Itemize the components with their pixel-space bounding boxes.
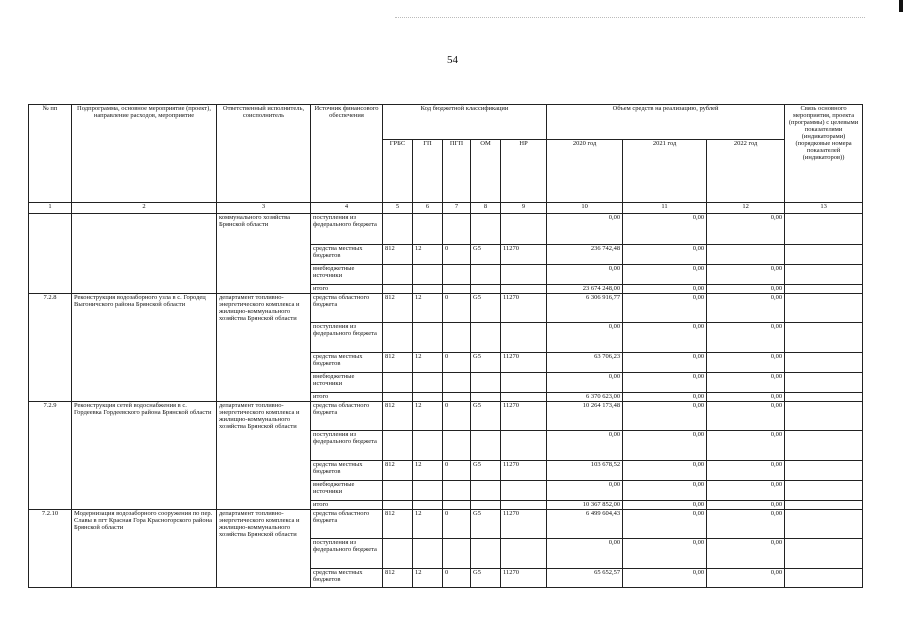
code-grbs: 812 <box>383 569 413 588</box>
funding-source: средства областного бюджета <box>311 294 383 323</box>
code-np: 11270 <box>501 245 547 265</box>
amount-2022: 0,00 <box>707 214 785 245</box>
funding-source: поступления из федерального бюджета <box>311 539 383 569</box>
code-np <box>501 539 547 569</box>
code-grbs: 812 <box>383 510 413 539</box>
code-om: G5 <box>471 461 501 481</box>
amount-2021: 0,00 <box>623 353 707 373</box>
scan-edge-mark <box>899 0 903 12</box>
code-pgp: 0 <box>443 245 471 265</box>
code-gp <box>413 373 443 393</box>
code-grbs <box>383 265 413 285</box>
item-executor: департамент топливно-энергетического комплекса и жилищно-коммунального хозяйства Брянской области <box>217 294 311 402</box>
header-name: Подпрограмма, основное мероприятие (проект), направление расходов, мероприятие <box>72 105 217 203</box>
code-gp: 12 <box>413 294 443 323</box>
table-row <box>29 510 863 539</box>
item-number: 7.2.8 <box>29 294 72 402</box>
item-name <box>72 214 217 294</box>
code-pgp <box>443 539 471 569</box>
column-number: 1 <box>29 203 72 214</box>
code-np: 11270 <box>501 353 547 373</box>
header-source: Источник финансового обеспечения <box>311 105 383 203</box>
column-number: 2 <box>72 203 217 214</box>
code-grbs <box>383 539 413 569</box>
indicator-link <box>785 569 863 588</box>
code-pgp <box>443 265 471 285</box>
amount-2020: 0,00 <box>547 265 623 285</box>
funding-source: поступления из федерального бюджета <box>311 214 383 245</box>
item-executor: департамент топливно-энергетического комплекса и жилищно-коммунального хозяйства Брянской области <box>217 510 311 588</box>
item-number <box>29 214 72 294</box>
indicator-link <box>785 402 863 431</box>
code-np <box>501 373 547 393</box>
funding-source: внебюджетные источники <box>311 481 383 501</box>
indicator-link <box>785 431 863 461</box>
column-number: 13 <box>785 203 863 214</box>
code-grbs <box>383 214 413 245</box>
item-name: Реконструкция сетей водоснабжения в с. Гордеевка Гордеевского района Брянской области <box>72 402 217 510</box>
code-pgp <box>443 393 471 402</box>
amount-2022: 0,00 <box>707 285 785 294</box>
column-number: 9 <box>501 203 547 214</box>
code-grbs <box>383 431 413 461</box>
code-om <box>471 481 501 501</box>
indicator-link <box>785 481 863 501</box>
code-gp <box>413 393 443 402</box>
code-grbs <box>383 481 413 501</box>
column-number-row <box>29 203 863 214</box>
indicator-link <box>785 265 863 285</box>
amount-2021: 0,00 <box>623 501 707 510</box>
header-grbs: ГРБС <box>383 140 413 203</box>
amount-2022: 0,00 <box>707 265 785 285</box>
table-row <box>29 294 863 323</box>
code-grbs: 812 <box>383 294 413 323</box>
header-num: № пп <box>29 105 72 203</box>
amount-2020: 10 264 173,48 <box>547 402 623 431</box>
code-np: 11270 <box>501 461 547 481</box>
code-pgp <box>443 501 471 510</box>
code-om: G5 <box>471 353 501 373</box>
indicator-link <box>785 294 863 323</box>
amount-2021: 0,00 <box>623 461 707 481</box>
code-np <box>501 285 547 294</box>
amount-2020: 6 306 916,77 <box>547 294 623 323</box>
amount-2022 <box>707 245 785 265</box>
amount-2021: 0,00 <box>623 323 707 353</box>
code-gp <box>413 501 443 510</box>
amount-2022: 0,00 <box>707 501 785 510</box>
column-number: 8 <box>471 203 501 214</box>
amount-2021: 0,00 <box>623 285 707 294</box>
funding-source: средства местных бюджетов <box>311 461 383 481</box>
item-name: Модернизация водозаборного сооружения по пер. Славы в пгт Красная Гора Красногорского района Брянской области <box>72 510 217 588</box>
code-pgp <box>443 285 471 294</box>
amount-2022: 0,00 <box>707 461 785 481</box>
amount-2022: 0,00 <box>707 481 785 501</box>
code-np <box>501 393 547 402</box>
amount-2021: 0,00 <box>623 373 707 393</box>
code-pgp: 0 <box>443 461 471 481</box>
code-om <box>471 431 501 461</box>
column-number: 11 <box>623 203 707 214</box>
code-grbs <box>383 501 413 510</box>
amount-2022: 0,00 <box>707 393 785 402</box>
code-np <box>501 501 547 510</box>
header-year-2020: 2020 год <box>547 140 623 203</box>
code-om: G5 <box>471 294 501 323</box>
amount-2020: 0,00 <box>547 431 623 461</box>
amount-2022: 0,00 <box>707 569 785 588</box>
amount-2022: 0,00 <box>707 539 785 569</box>
code-om <box>471 265 501 285</box>
amount-2020: 6 499 604,43 <box>547 510 623 539</box>
amount-2021: 0,00 <box>623 214 707 245</box>
indicator-link <box>785 393 863 402</box>
code-om <box>471 501 501 510</box>
code-om: G5 <box>471 245 501 265</box>
code-gp: 12 <box>413 510 443 539</box>
header-kbk: Код бюджетной классификации <box>383 105 547 140</box>
amount-2020: 65 652,57 <box>547 569 623 588</box>
indicator-link <box>785 373 863 393</box>
header-executor: Ответственный исполнитель, соисполнитель <box>217 105 311 203</box>
page-number: 54 <box>447 54 458 66</box>
code-om <box>471 323 501 353</box>
code-om <box>471 285 501 294</box>
code-grbs: 812 <box>383 245 413 265</box>
amount-2021: 0,00 <box>623 265 707 285</box>
amount-2021: 0,00 <box>623 402 707 431</box>
code-np: 11270 <box>501 569 547 588</box>
code-grbs <box>383 323 413 353</box>
amount-2020: 6 370 623,00 <box>547 393 623 402</box>
amount-2021: 0,00 <box>623 431 707 461</box>
funding-source: средства местных бюджетов <box>311 353 383 373</box>
amount-2022: 0,00 <box>707 353 785 373</box>
header-link: Связь основного мероприятия, проекта (программы) с целевыми показателями (индикаторами) (порядковые номера показателей (индикаторов)) <box>785 105 863 203</box>
column-number: 5 <box>383 203 413 214</box>
code-pgp <box>443 431 471 461</box>
header-volume: Объем средств на реализацию, рублей <box>547 105 785 140</box>
code-pgp: 0 <box>443 294 471 323</box>
item-name: Реконструкция водозаборного узла в с. Городец Выгоничского района Брянской области <box>72 294 217 402</box>
funding-source: поступления из федерального бюджета <box>311 323 383 353</box>
column-number: 4 <box>311 203 383 214</box>
code-pgp: 0 <box>443 402 471 431</box>
amount-2021: 0,00 <box>623 510 707 539</box>
indicator-link <box>785 501 863 510</box>
code-om <box>471 373 501 393</box>
amount-2021: 0,00 <box>623 393 707 402</box>
code-np <box>501 214 547 245</box>
amount-2020: 23 674 248,00 <box>547 285 623 294</box>
amount-2020: 10 367 852,00 <box>547 501 623 510</box>
code-pgp <box>443 481 471 501</box>
code-om: G5 <box>471 402 501 431</box>
budget-table <box>28 104 863 588</box>
code-gp: 12 <box>413 461 443 481</box>
code-np <box>501 323 547 353</box>
amount-2021: 0,00 <box>623 539 707 569</box>
code-gp: 12 <box>413 402 443 431</box>
column-number: 10 <box>547 203 623 214</box>
code-pgp: 0 <box>443 510 471 539</box>
header-np: НР <box>501 140 547 203</box>
code-grbs: 812 <box>383 461 413 481</box>
code-np: 11270 <box>501 510 547 539</box>
indicator-link <box>785 323 863 353</box>
code-om: G5 <box>471 510 501 539</box>
amount-2020: 0,00 <box>547 481 623 501</box>
amount-2022: 0,00 <box>707 402 785 431</box>
amount-2021: 0,00 <box>623 569 707 588</box>
indicator-link <box>785 245 863 265</box>
code-om <box>471 214 501 245</box>
column-number: 12 <box>707 203 785 214</box>
table-row <box>29 402 863 431</box>
code-np <box>501 431 547 461</box>
indicator-link <box>785 353 863 373</box>
amount-2022: 0,00 <box>707 431 785 461</box>
code-gp <box>413 265 443 285</box>
header-year-2022: 2022 год <box>707 140 785 203</box>
header-gp: ГП <box>413 140 443 203</box>
code-gp: 12 <box>413 353 443 373</box>
amount-2020: 103 678,52 <box>547 461 623 481</box>
code-om <box>471 393 501 402</box>
scan-artifact-line <box>395 17 865 18</box>
funding-source: поступления из федерального бюджета <box>311 431 383 461</box>
amount-2020: 0,00 <box>547 373 623 393</box>
funding-source: средства местных бюджетов <box>311 569 383 588</box>
amount-2021: 0,00 <box>623 294 707 323</box>
amount-2020: 0,00 <box>547 214 623 245</box>
amount-2020: 236 742,48 <box>547 245 623 265</box>
header-om: ОМ <box>471 140 501 203</box>
code-gp <box>413 285 443 294</box>
amount-2021: 0,00 <box>623 481 707 501</box>
item-executor: коммунального хозяйства Брянской области <box>217 214 311 294</box>
code-pgp <box>443 323 471 353</box>
code-grbs <box>383 373 413 393</box>
column-number: 6 <box>413 203 443 214</box>
indicator-link <box>785 510 863 539</box>
amount-2022: 0,00 <box>707 294 785 323</box>
funding-source: средства областного бюджета <box>311 402 383 431</box>
column-number: 3 <box>217 203 311 214</box>
item-number: 7.2.10 <box>29 510 72 588</box>
amount-2020: 0,00 <box>547 323 623 353</box>
code-gp <box>413 431 443 461</box>
code-om <box>471 539 501 569</box>
header-pgp: ПГП <box>443 140 471 203</box>
funding-source: итого <box>311 285 383 294</box>
amount-2020: 63 706,23 <box>547 353 623 373</box>
code-gp <box>413 539 443 569</box>
code-np: 11270 <box>501 402 547 431</box>
code-gp: 12 <box>413 245 443 265</box>
code-gp <box>413 481 443 501</box>
code-pgp: 0 <box>443 569 471 588</box>
code-gp: 12 <box>413 569 443 588</box>
funding-source: итого <box>311 393 383 402</box>
amount-2022: 0,00 <box>707 373 785 393</box>
item-number: 7.2.9 <box>29 402 72 510</box>
code-grbs <box>383 393 413 402</box>
funding-source: средства местных бюджетов <box>311 245 383 265</box>
amount-2022: 0,00 <box>707 510 785 539</box>
code-gp <box>413 214 443 245</box>
funding-source: внебюджетные источники <box>311 373 383 393</box>
code-np <box>501 481 547 501</box>
table-row <box>29 214 863 245</box>
code-np: 11270 <box>501 294 547 323</box>
funding-source: внебюджетные источники <box>311 265 383 285</box>
code-pgp: 0 <box>443 353 471 373</box>
code-pgp <box>443 373 471 393</box>
amount-2020: 0,00 <box>547 539 623 569</box>
code-gp <box>413 323 443 353</box>
header-year-2021: 2021 год <box>623 140 707 203</box>
amount-2022: 0,00 <box>707 323 785 353</box>
indicator-link <box>785 461 863 481</box>
amount-2021: 0,00 <box>623 245 707 265</box>
code-grbs: 812 <box>383 402 413 431</box>
funding-source: итого <box>311 501 383 510</box>
code-om: G5 <box>471 569 501 588</box>
item-executor: департамент топливно-энергетического комплекса и жилищно-коммунального хозяйства Брянской области <box>217 402 311 510</box>
funding-source: средства областного бюджета <box>311 510 383 539</box>
code-np <box>501 265 547 285</box>
column-number: 7 <box>443 203 471 214</box>
code-pgp <box>443 214 471 245</box>
code-grbs: 812 <box>383 353 413 373</box>
indicator-link <box>785 214 863 245</box>
indicator-link <box>785 539 863 569</box>
code-grbs <box>383 285 413 294</box>
indicator-link <box>785 285 863 294</box>
